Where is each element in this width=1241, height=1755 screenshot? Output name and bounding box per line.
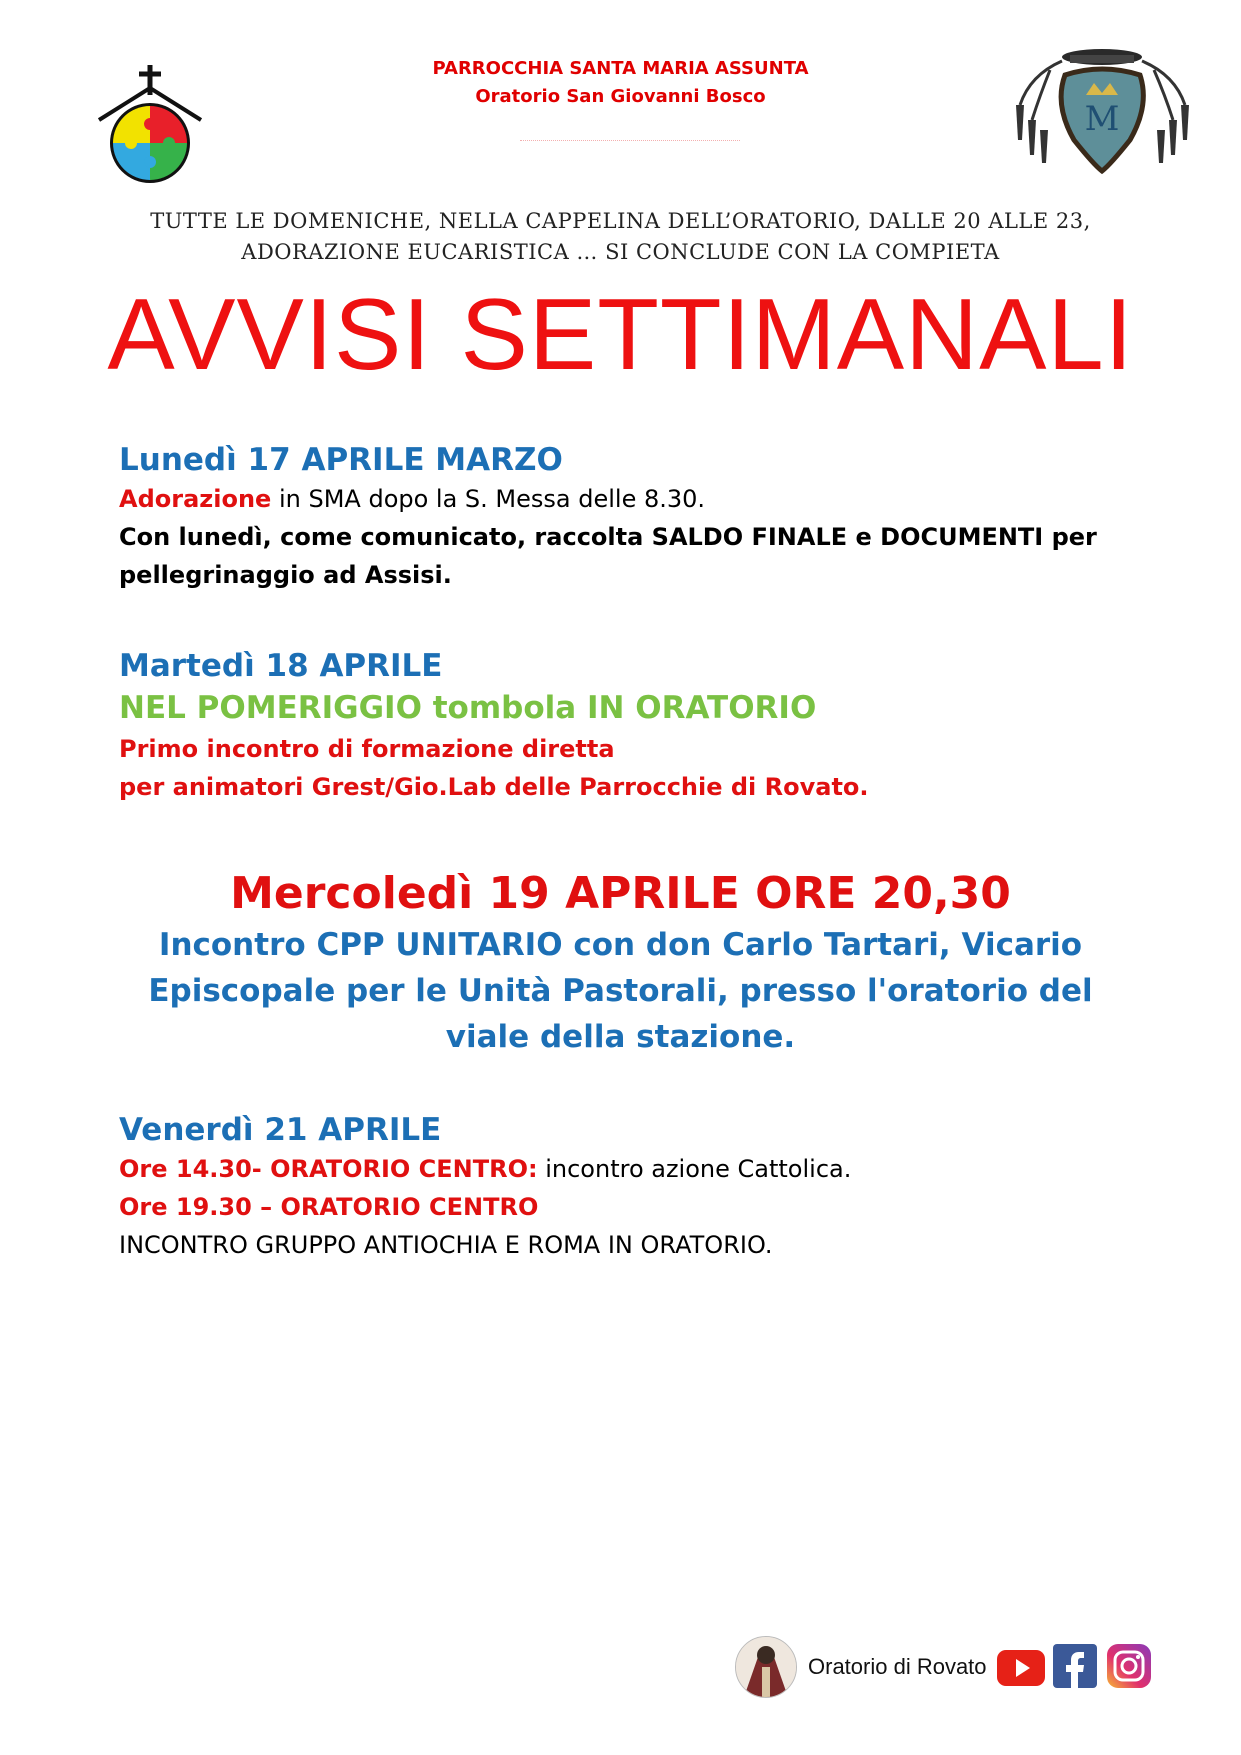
adorazione-line — [119, 480, 1159, 518]
tuesday-heading: Martedì 18 APRILE — [119, 648, 443, 684]
monday-heading: Lunedì 17 APRILE MARZO — [119, 442, 563, 478]
footer-social — [735, 1636, 1165, 1700]
friday-item-1 — [119, 1150, 1159, 1188]
coat-of-arms-emblem — [1010, 45, 1195, 175]
wednesday-section — [0, 866, 1241, 1060]
social-name: Oratorio di Rovato — [808, 1654, 987, 1679]
formazione-line-2: per animatori Grest/Gio.Lab delle Parrocchie di Rovato. — [119, 773, 869, 801]
adorazione-text: in SMA dopo la S. Messa delle 8.30. — [271, 485, 706, 513]
friday-item-1-text: incontro azione Cattolica. — [537, 1155, 852, 1183]
oratory-name: Oratorio San Giovanni Bosco — [475, 86, 766, 107]
saldo-line-2: pellegrinaggio ad Assisi. — [119, 561, 452, 589]
tuesday-section — [119, 646, 1159, 806]
friday-item-3: INCONTRO GRUPPO ANTIOCHIA E ROMA IN ORATORIO. — [119, 1231, 773, 1259]
notice-line-2: ADORAZIONE EUCARISTICA … SI CONCLUDE CON LA COMPIETA — [241, 240, 1000, 264]
monday-section — [119, 440, 1159, 594]
friday-heading: Venerdì 21 APRILE — [119, 1112, 442, 1148]
saldo-line-1: Con lunedì, come comunicato, raccolta SALDO FINALE e DOCUMENTI per — [119, 523, 1097, 551]
wednesday-line-3: viale della stazione. — [445, 1019, 796, 1055]
wednesday-heading: Mercoledì 19 APRILE ORE 20,30 — [230, 868, 1011, 919]
friday-section — [119, 1110, 1159, 1264]
oratory-avatar — [735, 1636, 797, 1698]
wednesday-line-1: Incontro CPP UNITARIO con don Carlo Tartari, Vicario — [158, 927, 1083, 963]
notice-line-1: TUTTE LE DOMENICHE, NELLA CAPPELINA DELL’ORATORIO, DALLE 20 ALLE 23, — [150, 209, 1091, 233]
tombola-line: NEL POMERIGGIO tombola IN ORATORIO — [119, 690, 817, 726]
friday-item-1-label: Ore 14.30- ORATORIO CENTRO: — [119, 1155, 538, 1183]
friday-item-2: Ore 19.30 – ORATORIO CENTRO — [119, 1193, 539, 1221]
adoration-notice — [0, 206, 1241, 268]
faint-divider — [520, 140, 740, 143]
youtube-icon[interactable] — [997, 1650, 1045, 1686]
parish-name: PARROCCHIA SANTA MARIA ASSUNTA — [432, 58, 809, 79]
facebook-icon[interactable] — [1053, 1644, 1097, 1688]
instagram-icon[interactable] — [1107, 1644, 1151, 1688]
page-title: AVVISI SETTIMANALI — [107, 279, 1134, 391]
formazione-line-1: Primo incontro di formazione diretta — [119, 735, 615, 763]
wednesday-line-2: Episcopale per le Unità Pastorali, presso l'oratorio del — [148, 973, 1093, 1009]
adorazione-label: Adorazione — [119, 485, 272, 513]
svg-text:M: M — [1084, 99, 1120, 139]
